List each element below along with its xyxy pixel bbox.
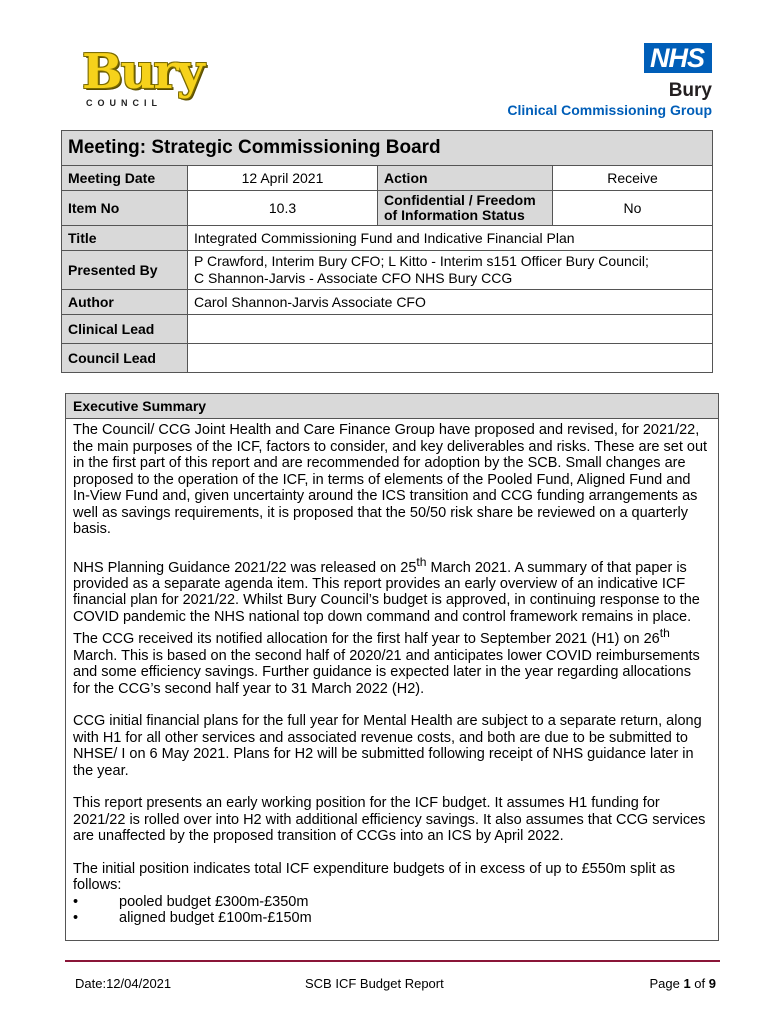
nhs-bury-ccg-logo [507,43,712,119]
executive-summary-body [66,419,718,927]
confidential-label-line2: of Information Status [384,207,525,223]
summary-paragraph-1: The Council/ CCG Joint Health and Care Finance Group have proposed and revised, for 2021/22, the main purposes of the ICF, factors to consider, and key deliverables and risks. These are set out in the first part of this report and are recommended for adoption by the SCB. Small changes are proposed to the operation of the ICF, in terms of elements of the Pooled Fund, Aligned Fund and In-View Fund and, given uncertainty around the ICS transition and CCG funding arrangements as well as savings requirements, it is proposed that the 50/50 risk share be reviewed on a quarterly basis. [73,422,708,537]
confidential-status-value: No [553,191,713,226]
footer-date: Date:12/04/2021 [75,976,172,991]
meeting-date-label: Meeting Date [62,166,188,191]
nhs-org-subtitle: Clinical Commissioning Group [507,102,712,118]
title-value: Integrated Commissioning Fund and Indicative Financial Plan [188,226,713,251]
presented-by-line1: P Crawford, Interim Bury CFO; L Kitto - Interim s151 Officer Bury Council; [194,253,649,269]
action-value: Receive [553,166,713,191]
bullet-text: pooled budget £300m-£350m [119,893,309,910]
list-item [73,910,711,927]
budget-bullet-list [73,894,711,927]
footer-divider [65,960,720,962]
item-no-value: 10.3 [188,191,378,226]
summary-paragraph-4: This report presents an early working position for the ICF budget. It assumes H1 funding for 2021/22 is rolled over into H2 with additional efficiency savings. It also assumes that CCG services are unaffected by the proposed transition of CCGs into an ICS by April 2022. [73,795,706,845]
presented-by-value [188,251,713,290]
confidential-label-line1: Confidential / Freedom [384,192,536,208]
summary-paragraph-3: CCG initial financial plans for the full year for Mental Health are subject to a separate return, along with H1 for all other services and associated revenue costs, and both are due to be submitted to NHSE/ I on 6 May 2021. Plans for H2 will be submitted following receipt of NHS guidance later in the year. [73,713,702,779]
council-lead-label: Council Lead [62,344,188,373]
clinical-lead-label: Clinical Lead [62,315,188,344]
footer-document-title: SCB ICF Budget Report [305,976,444,991]
executive-summary-heading: Executive Summary [66,394,718,419]
meeting-details-table [61,130,713,373]
p2-superscript-1: th [416,554,427,569]
bury-logo-council: COUNCIL [86,98,162,108]
summary-paragraph-5: The initial position indicates total ICF expenditure budgets of in excess of up to £550m split as follows: [73,860,676,894]
item-no-label: Item No [62,191,188,226]
bullet-icon: • [73,893,79,910]
p2-text-c: March. This is based on the second half of 2020/21 and anticipates lower COVID reimbursements and some efficiency savings. Further guidance is expected later in the year regarding allocations for the CCG’s second half year to 31 March 2022 (H2). [73,647,700,697]
action-label: Action [378,166,553,191]
page-prefix: Page [649,976,684,991]
nhs-badge: NHS [644,43,712,73]
page-current: 1 [683,976,691,991]
page-of: of [690,976,709,991]
presented-by-label: Presented By [62,251,188,290]
title-label: Title [62,226,188,251]
author-value: Carol Shannon-Jarvis Associate CFO [188,290,713,315]
confidential-status-label [378,191,553,226]
meeting-date-value: 12 April 2021 [188,166,378,191]
footer-page-number [649,976,716,991]
p2-text-a: NHS Planning Guidance 2021/22 was released on 25 [73,559,417,576]
summary-paragraph-2 [73,554,711,698]
presented-by-line2: C Shannon-Jarvis - Associate CFO NHS Bury CCG [194,270,513,286]
bury-council-logo [82,44,203,116]
bury-logo-word: Bury [82,44,203,100]
executive-summary-box [65,393,719,941]
clinical-lead-value [188,315,713,344]
meeting-heading: Meeting: Strategic Commissioning Board [62,131,713,166]
bullet-text: aligned budget £100m-£150m [119,910,312,927]
p2-superscript-2: th [659,626,670,641]
bullet-icon: • [73,910,79,927]
list-item [73,894,711,911]
author-label: Author [62,290,188,315]
council-lead-value [188,344,713,373]
nhs-org-name: Bury [668,80,712,101]
page-total: 9 [708,976,716,991]
p2-text-b: March 2021. A summary of that paper is provided as a separate agenda item. This report provides an early overview of an indicative ICF financial plan for 2021/22. Whilst Bury Council’s budget is approved, in continuing response to the COVID pandemic the NHS national top down command and control framework remains in place. The CCG received its notified allocation for the first half year to September 2021 (H1) on 26 [73,559,700,648]
